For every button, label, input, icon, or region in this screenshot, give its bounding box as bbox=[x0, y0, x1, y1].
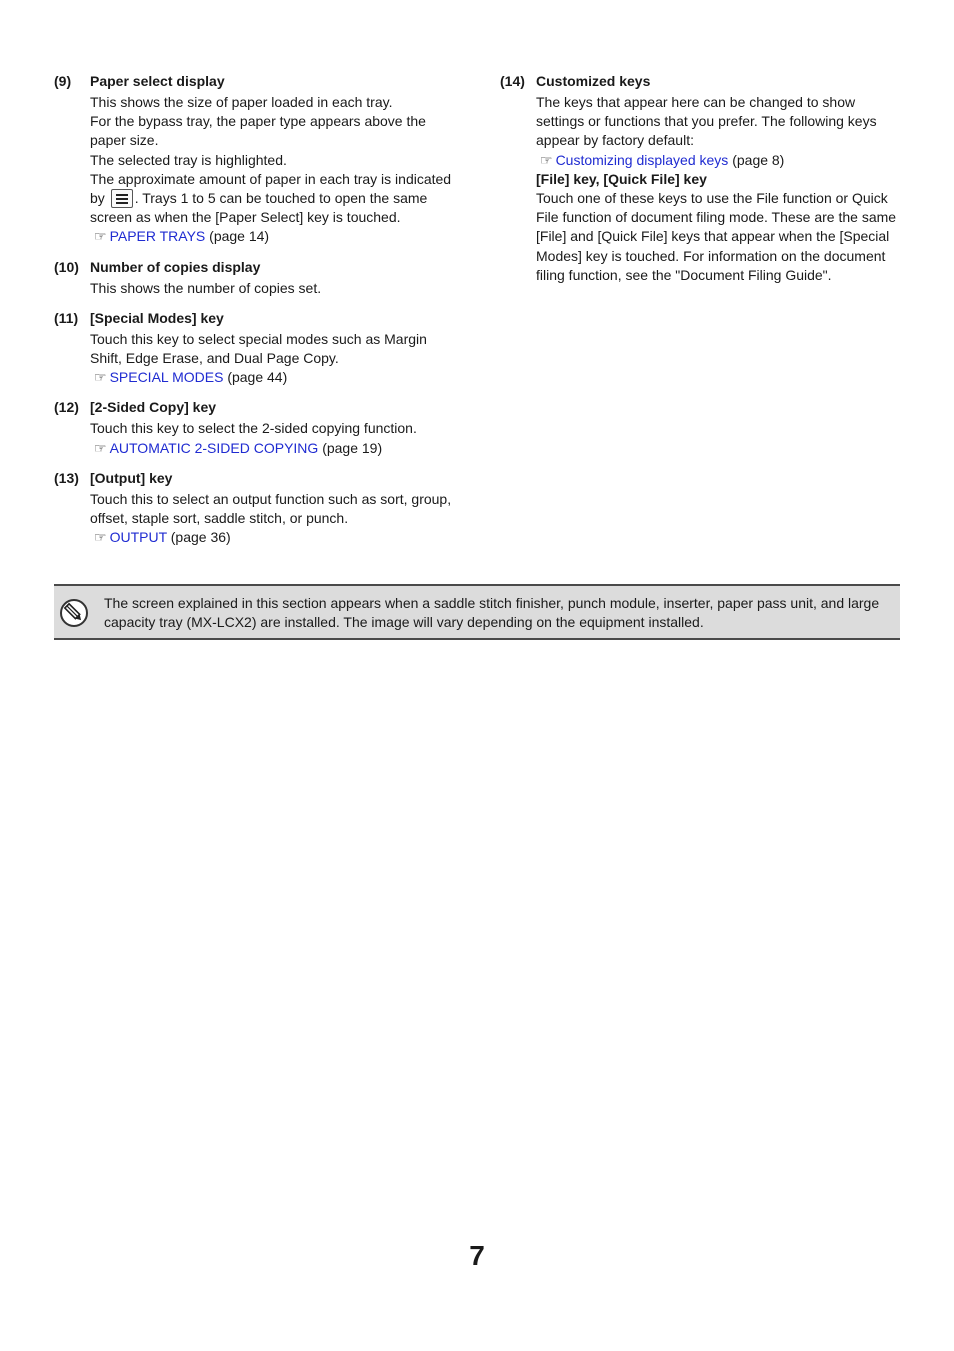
paragraph bbox=[90, 170, 454, 228]
paragraph: This shows the number of copies set. bbox=[90, 279, 322, 296]
paragraph: For the bypass tray, the paper type appears above the paper size. bbox=[90, 113, 426, 149]
item-title: Customized keys bbox=[536, 73, 651, 89]
right-column bbox=[500, 70, 900, 294]
paragraph: Touch one of these keys to use the File function or Quick File function of document filing mode. These are the same [File] and [Quick File] keys that appear when the [Special Modes] key is touched. For information on the document filing function, see the "Document Filing Guide". bbox=[536, 190, 897, 283]
item-title: Paper select display bbox=[90, 73, 225, 89]
paragraph: Touch this key to select special modes such as Margin Shift, Edge Erase, and Dual Page Copy. bbox=[90, 330, 427, 367]
pointing-hand-icon: ☞ bbox=[94, 529, 107, 546]
reference bbox=[90, 439, 454, 458]
reference-page: (page 14) bbox=[209, 228, 270, 245]
page-number: 7 bbox=[469, 1240, 485, 1271]
section-number-of-copies-display bbox=[54, 256, 454, 298]
reference bbox=[536, 151, 900, 170]
paragraph: The keys that appear here can be changed to show settings or functions that you prefer. The following keys appear by factory default: bbox=[536, 94, 877, 149]
item-number: (9) bbox=[54, 73, 72, 89]
pointing-hand-icon: ☞ bbox=[94, 228, 107, 245]
item-number: (12) bbox=[54, 399, 79, 416]
pointing-hand-icon: ☞ bbox=[94, 369, 107, 386]
paragraph: This shows the size of paper loaded in each tray. bbox=[90, 94, 393, 110]
link-paper-trays[interactable]: PAPER TRAYS bbox=[109, 228, 206, 245]
section-special-modes-key bbox=[54, 307, 454, 388]
reference bbox=[90, 368, 454, 387]
pointing-hand-icon: ☞ bbox=[94, 439, 107, 456]
item-number: (14) bbox=[500, 73, 525, 89]
tray-list-icon bbox=[111, 189, 133, 208]
reference-page: (page 8) bbox=[732, 151, 785, 168]
section-2-sided-copy-key bbox=[54, 396, 454, 457]
section-customized-keys bbox=[500, 70, 900, 285]
item-number: (13) bbox=[54, 469, 79, 486]
paragraph-text: The approximate amount of paper in each tray is indicated by bbox=[90, 170, 452, 207]
paragraph: The selected tray is highlighted. bbox=[90, 151, 287, 168]
item-title: Number of copies display bbox=[90, 258, 261, 275]
reference-page: (page 19) bbox=[322, 439, 383, 456]
subheading: [File] key, [Quick File] key bbox=[536, 170, 707, 187]
link-customizing-displayed-keys[interactable]: Customizing displayed keys bbox=[555, 151, 729, 168]
reference-page: (page 36) bbox=[170, 529, 231, 546]
pencil-note-icon bbox=[60, 599, 88, 627]
reference bbox=[90, 227, 454, 246]
left-column bbox=[54, 70, 454, 556]
link-automatic-2-sided-copying[interactable]: AUTOMATIC 2-SIDED COPYING bbox=[109, 439, 319, 456]
pointing-hand-icon: ☞ bbox=[540, 151, 553, 168]
paragraph: Touch this to select an output function such as sort, group, offset, staple sort, saddle stitch, or punch. bbox=[90, 490, 452, 527]
item-title: [Output] key bbox=[90, 469, 173, 486]
item-number: (10) bbox=[54, 258, 79, 275]
reference bbox=[90, 528, 454, 547]
item-title: [2-Sided Copy] key bbox=[90, 399, 217, 416]
paragraph-text: . Trays 1 to 5 can be touched to open the same screen as when the [Paper Select] key is touched. bbox=[90, 190, 428, 226]
item-number: (11) bbox=[54, 309, 79, 326]
paragraph: Touch this key to select the 2-sided copying function. bbox=[90, 420, 417, 437]
note-box bbox=[54, 584, 900, 640]
item-title: [Special Modes] key bbox=[90, 309, 224, 326]
section-output-key bbox=[54, 467, 454, 548]
reference-page: (page 44) bbox=[227, 369, 288, 386]
note-text: The screen explained in this section appears when a saddle stitch finisher, punch module, inserter, paper pass unit, and large capacity tray (MX-LCX2) are installed. The image will vary depending on the equipment installed. bbox=[104, 595, 880, 630]
section-paper-select-display bbox=[54, 70, 454, 247]
link-special-modes[interactable]: SPECIAL MODES bbox=[109, 369, 224, 386]
link-output[interactable]: OUTPUT bbox=[109, 529, 167, 546]
